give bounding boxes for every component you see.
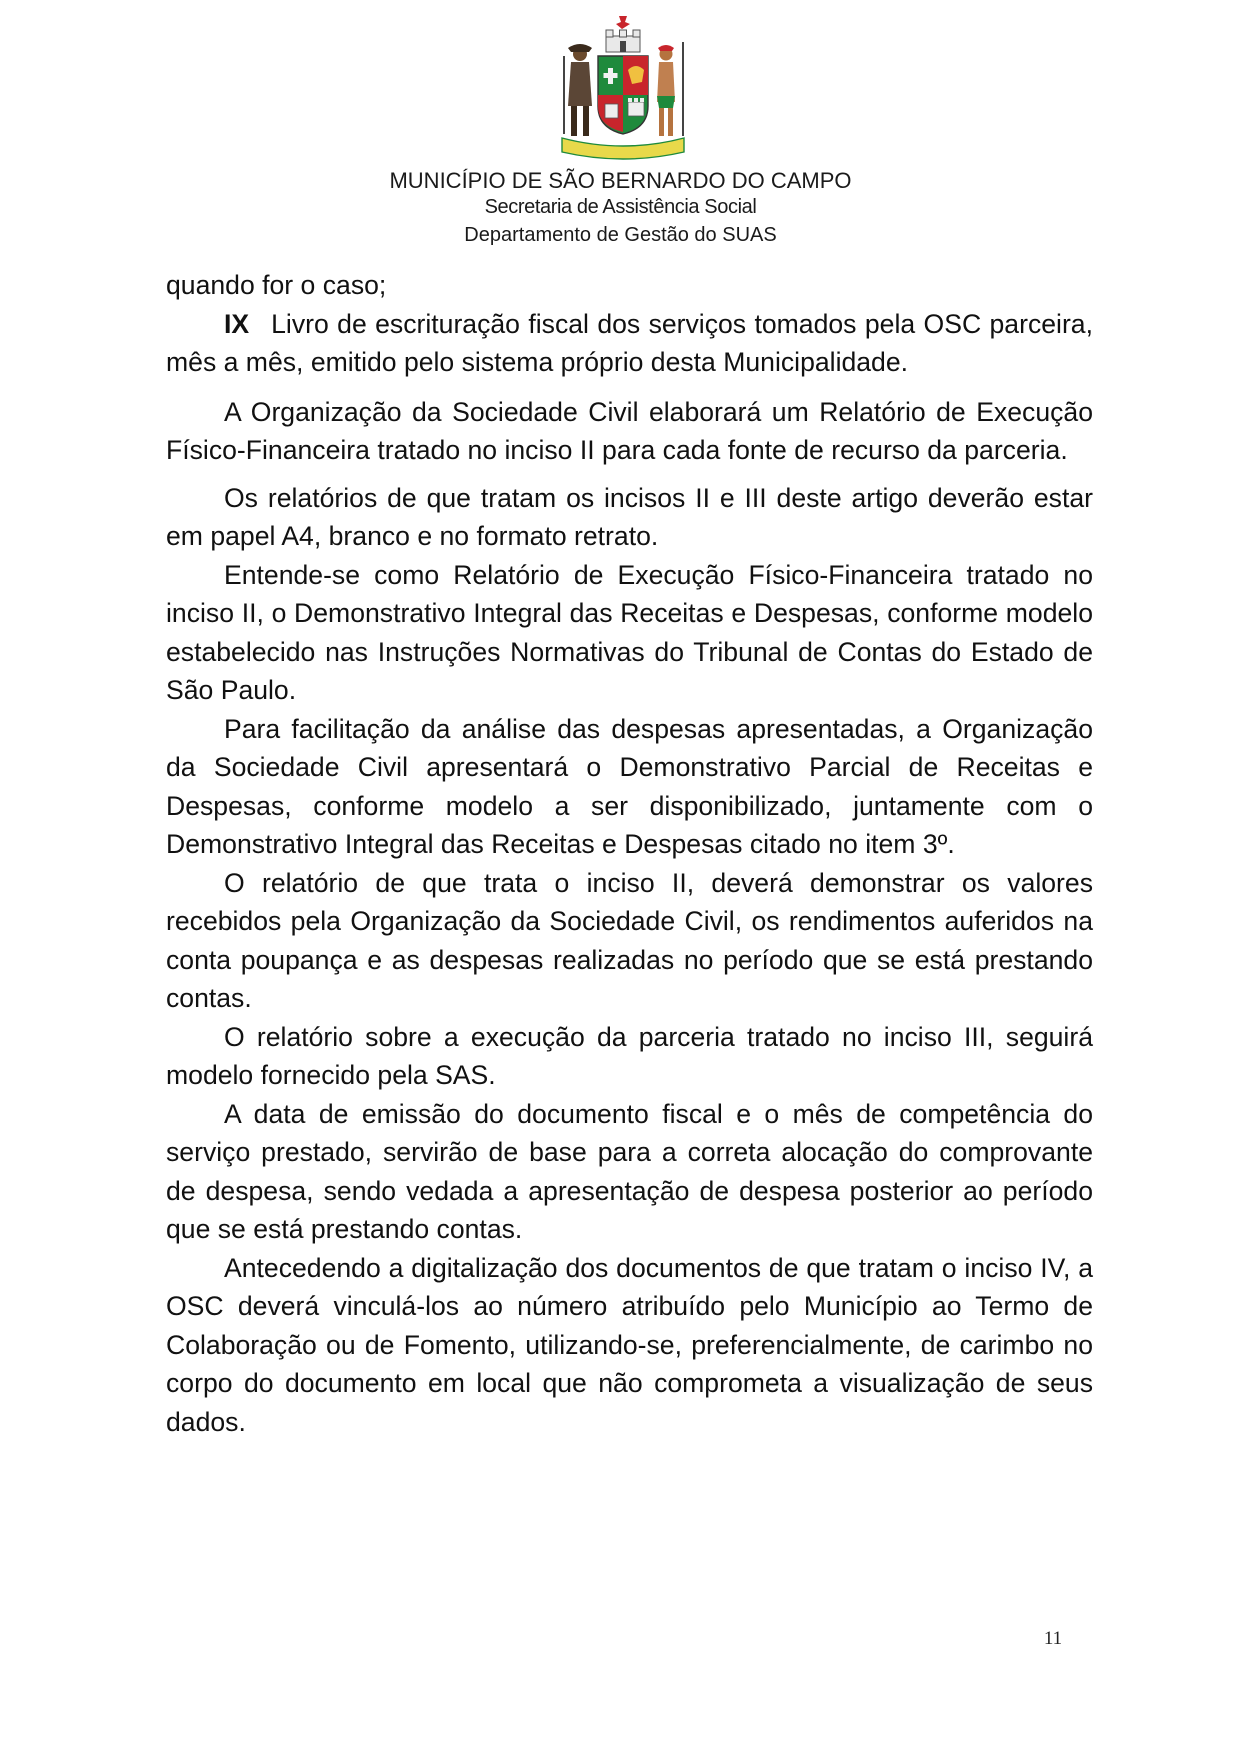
continuation-line: quando for o caso; — [166, 270, 387, 300]
secretariat-name: Secretaria de Assistência Social — [484, 196, 757, 218]
paragraph: A data de emissão do documento fiscal e o mês de competência do serviço prestado, servirão de base para a correta alocação do comprovante de despesa, sendo vedada a apresentação de despesa posterior ao período que se está prestando contas. — [166, 1098, 1093, 1244]
item-ix-text: Livro de escrituração fiscal dos serviços tomados pela OSC parceira, mês a mês, emitido pelo sistema próprio desta Municipalidade. — [166, 308, 1093, 377]
document-body — [166, 266, 1093, 1441]
item-ix — [166, 305, 1093, 382]
page-number: 11 — [1043, 1628, 1063, 1649]
department-name: Departamento de Gestão do SUAS — [464, 224, 777, 246]
paragraph: A Organização da Sociedade Civil elaborará um Relatório de Execução Físico-Financeira tratado no inciso II para cada fonte de recurso da parceria. — [166, 396, 1093, 465]
paragraph: Entende-se como Relatório de Execução Físico-Financeira tratado no inciso II, o Demonstrativo Integral das Receitas e Despesas, conforme modelo estabelecido nas Instruções Normativas do Tribunal de Contas do Estado de São Paulo. — [166, 559, 1093, 705]
municipality-name: MUNICÍPIO DE SÃO BERNARDO DO CAMPO — [389, 168, 852, 193]
paragraph: Para facilitação da análise das despesas apresentadas, a Organização da Sociedade Civil apresentará o Demonstrativo Parcial de Receitas e Despesas, conforme modelo a ser disponibilizado, juntamente com o Demonstrativo Integral das Receitas e Despesas citado no item 3º. — [166, 713, 1093, 859]
item-ix-numeral: IX — [224, 308, 250, 339]
municipal-coat-of-arms-icon — [556, 14, 690, 166]
paragraph: Antecedendo a digitalização dos documentos de que tratam o inciso IV, a OSC deverá vinculá-los ao número atribuído pelo Município ao Termo de Colaboração ou de Fomento, utilizando-se, preferencialmente, de carimbo no corpo do documento em local que não comprometa a visualização de seus dados. — [166, 1252, 1093, 1437]
paragraph: O relatório de que trata o inciso II, deverá demonstrar os valores recebidos pela Organização da Sociedade Civil, os rendimentos auferidos na conta poupança e as despesas realizadas no período que se está prestando contas. — [166, 867, 1093, 1013]
paragraph: O relatório sobre a execução da parceria tratado no inciso III, seguirá modelo fornecido pela SAS. — [166, 1021, 1093, 1090]
paragraph: Os relatórios de que tratam os incisos II e III deste artigo deverão estar em papel A4, branco e no formato retrato. — [166, 482, 1093, 551]
